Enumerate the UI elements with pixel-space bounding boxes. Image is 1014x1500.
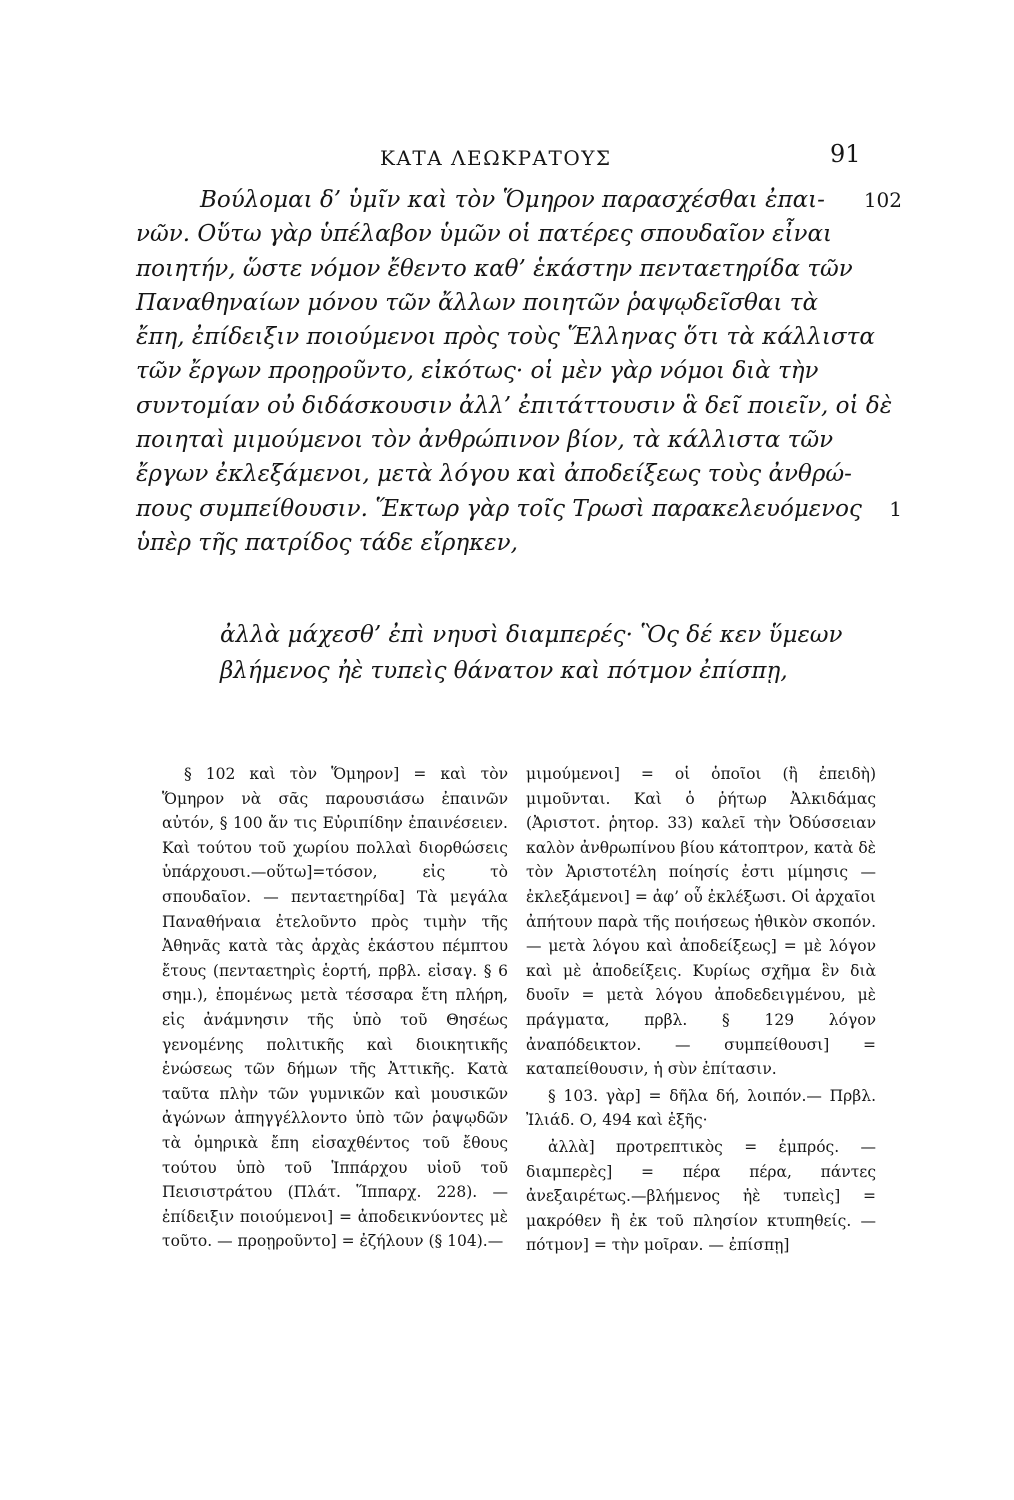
page-header: [0, 136, 1014, 176]
note-paragraph: § 103. γὰρ] = δῆλα δή, λοιπόν.— Πρβλ. Ἰλιάδ. Ο, 494 καὶ ἑξῆς·: [526, 1086, 876, 1130]
text-line: πους συμπείθουσιν. Ἕκτωρ γὰρ τοῖς Τρωσὶ παρακελευόμενος 1: [136, 492, 876, 526]
text-line: τῶν ἔργων προῃροῦντο, εἰκότως· οἱ μὲν γὰρ νόμοι διὰ τὴν: [136, 358, 819, 385]
notes-left-column: [162, 762, 508, 1254]
margin-line-number: 1: [889, 496, 902, 521]
verse-quote: [220, 617, 870, 689]
main-text: [136, 183, 902, 560]
text-line: Παναθηναίων μόνου τῶν ἄλλων ποιητῶν ῥαψῳδεῖσθαι τὰ: [136, 289, 818, 316]
margin-section-number: 102: [863, 188, 902, 212]
note-paragraph: ἀλλὰ] προτρεπτικὸς = ἐμπρός. — διαμπερὲς] = πέρα πέρα, πάντες ἀνεξαιρέτως.—βλήμενος ἠὲ τυπεὶς] = μακρόθεν ἢ ἐκ τοῦ πλησίον κτυπηθείς. — πότμον] = τὴν μοῖραν. — ἐπίσπῃ]: [526, 1137, 876, 1255]
notes-right-column: [526, 762, 876, 1258]
note-paragraph: μιμούμενοι] = οἱ ὁποῖοι (ἢ ἐπειδὴ) μιμοῦνται. Καὶ ὁ ῥήτωρ Ἀλκιδάμας (Ἀριστοτ. ῥητορ. 33) καλεῖ τὴν Ὀδύσσειαν καλὸν ἀνθρωπίνου βίου κάτοπτρον, κατὰ δὲ τὸν Ἀριστοτέλη ποίησίς ἐστι μίμησις —ἐκλεξάμενοι] = ἀφ’ οὗ ἐκλέξωσι. Οἱ ἀρχαῖοι ἀπήτουν παρὰ τῆς ποιήσεως ἠθικὸν σκοπόν. — μετὰ λόγου καὶ ἀποδείξεως] = μὲ λόγον καὶ μὲ ἀποδείξεις. Κυρίως σχῆμα ἓν διὰ δυοῖν = μετὰ λόγου ἀποδεδειγμένου, μὲ πράγματα, πρβλ. § 129 λόγον ἀναπόδεικτον. — συμπείθουσι] = καταπείθουσιν, ἡ σὺν ἐπίτασιν.: [526, 765, 876, 1079]
note-paragraph: § 102 καὶ τὸν Ὅμηρον] = καὶ τὸν Ὅμηρον νὰ σᾶς παρουσιάσω ἐπαινῶν αὐτόν, § 100 ἄν τις Εὐριπίδην ἐπαινέσειεν. Καὶ τούτου τοῦ χωρίου πολλαὶ διορθώσεις ὑπάρχουσι.—οὕτω]=τόσον, εἰς τὸ σπουδαῖον. — πενταετηρίδα] Τὰ μεγάλα Παναθήναια ἐτελοῦντο πρὸς τιμὴν τῆς Ἀθηνᾶς κατὰ τὰς ἀρχὰς ἑκάστου πέμπτου ἔτους (πενταετηρὶς ἑορτή, πρβλ. εἰσαγ. § 6 σημ.), ἑπομένως μετὰ τέσσαρα ἔτη πλήρη, εἰς ἀνάμνησιν τῆς ὑπὸ τοῦ Θησέως γενομένης πολιτικῆς καὶ διοικητικῆς ἑνώσεως τῶν δήμων τῆς Ἀττικῆς. Κατὰ ταῦτα πλὴν τῶν γυμνικῶν καὶ μουσικῶν ἀγώνων ἀπηγγέλλοντο ὑπὸ τῶν ῥαψῳδῶν τὰ ὁμηρικὰ ἔπη εἰσαχθέντος τοῦ ἔθους τούτου ὑπὸ τοῦ Ἱππάρχου υἱοῦ τοῦ Πεισιστράτου (Πλάτ. Ἵππαρχ. 228). — ἐπίδειξιν ποιούμενοι] = ἀποδεικνύοντες μὲ τοῦτο. — προῃροῦντο] = ἐζήλουν (§ 104).—: [162, 765, 508, 1251]
page-number: 91: [830, 140, 861, 168]
running-title: ΚΑΤΑ ΛΕΩΚΡΑΤΟΥΣ: [380, 146, 612, 170]
verse-line: ἀλλὰ μάχεσθ’ ἐπὶ νηυσὶ διαμπερές· Ὃς δέ κεν ὕμεων: [220, 622, 843, 648]
text-line: νῶν. Οὕτω γὰρ ὑπέλαβον ὑμῶν οἱ πατέρες σπουδαῖον εἶναι: [136, 221, 833, 248]
text-line: Βούλομαι δ’ ὑμῖν καὶ τὸν Ὅμηρον παρασχέσθαι ἐπαι- 102: [136, 183, 876, 217]
text-line: ἔπη, ἐπίδειξιν ποιούμενοι πρὸς τοὺς Ἕλληνας ὅτι τὰ κάλλιστα: [136, 324, 875, 351]
text-line: ὑπὲρ τῆς πατρίδος τάδε εἴρηκεν,: [136, 529, 518, 556]
verse-line: βλήμενος ἠὲ τυπεὶς θάνατον καὶ πότμον ἐπίσπῃ,: [220, 658, 788, 684]
text-line: ἔργων ἐκλεξάμενοι, μετὰ λόγου καὶ ἀποδείξεως τοὺς ἀνθρώ-: [136, 461, 852, 488]
text-line: συντομίαν οὐ διδάσκουσιν ἀλλ’ ἐπιτάττουσιν ἃ δεῖ ποιεῖν, οἱ δὲ: [136, 392, 893, 419]
text-line: ποιητήν, ὥστε νόμον ἔθεντο καθ’ ἑκάστην πενταετηρίδα τῶν: [136, 255, 853, 282]
text-line: ποιηταὶ μιμούμενοι τὸν ἀνθρώπινον βίον, τὰ κάλλιστα τῶν: [136, 427, 834, 454]
